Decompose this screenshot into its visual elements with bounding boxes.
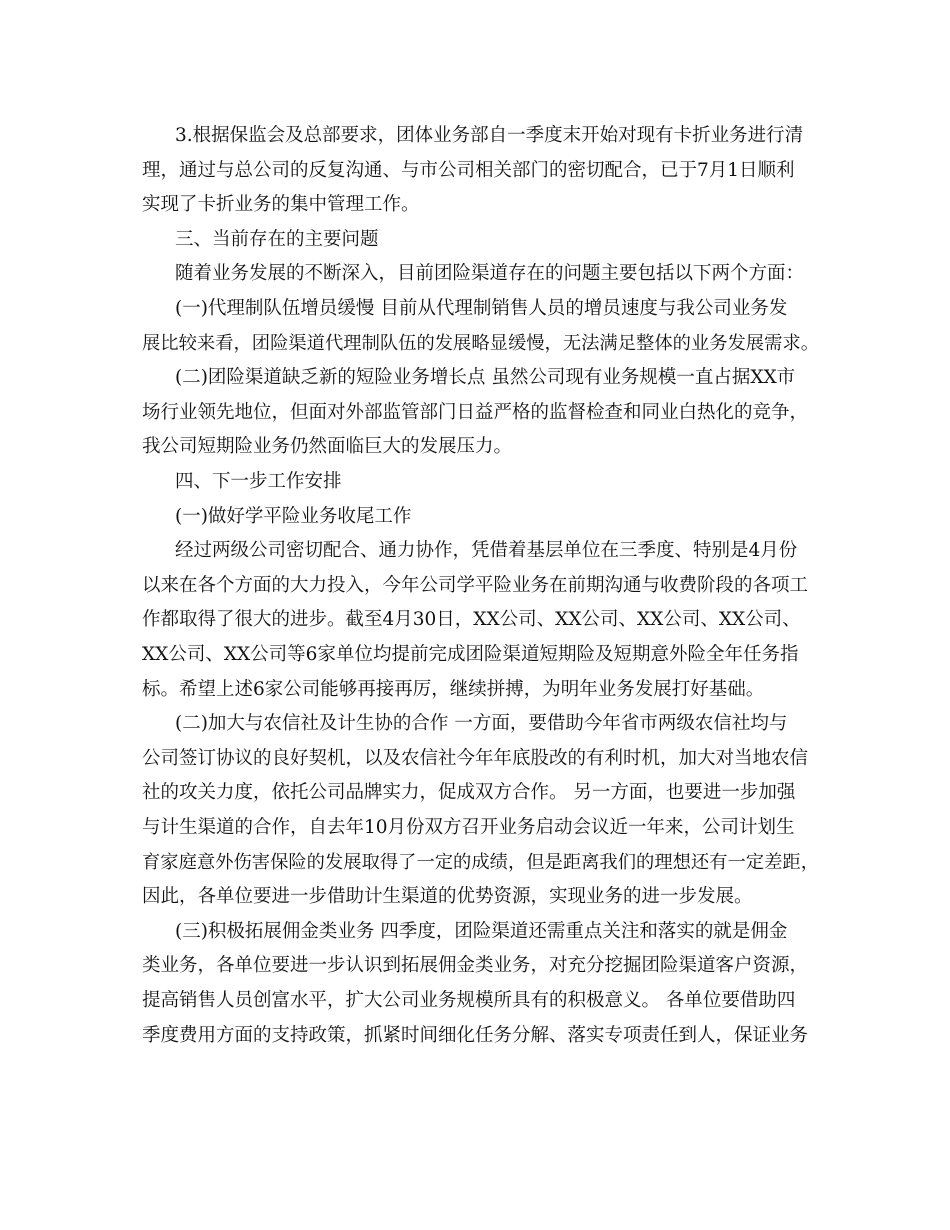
document-line: 四、下一步工作安排 <box>175 471 342 492</box>
document-line: 场行业领先地位，但面对外部监管部门日益严格的监督检查和同业白热化的竞争， <box>142 401 809 423</box>
document-line: 育家庭意外伤害保险的发展取得了一定的成绩，但是距离我们的理想还有一定差距， <box>142 851 819 873</box>
document-line: 随着业务发展的不断深入，目前团险渠道存在的问题主要包括以下两个方面： <box>175 263 805 285</box>
document-line: 作都取得了很大的进步。截至4月30日，XX公司、XX公司、XX公司、XX公司、 <box>142 609 801 631</box>
document-line: (一)代理制队伍增员缓慢 目前从代理制销售人员的增员速度与我公司业务发 <box>175 298 788 319</box>
document-line: (三)积极拓展佣金类业务 四季度，团险渠道还需重点关注和落实的就是佣金 <box>175 920 788 942</box>
document-line: 与计生渠道的合作，自去年10月份双方召开业务启动会议近一年来，公司计划生 <box>142 817 795 838</box>
document-line: 公司签订协议的良好契机，以及农信社今年年底股改的有利时机，加大对当地农信 <box>142 747 809 769</box>
document-line: 实现了卡折业务的集中管理工作。 <box>142 194 420 216</box>
document-line: 以来在各个方面的大力投入，今年公司学平险业务在前期沟通与收费阶段的各项工 <box>142 574 809 596</box>
document-line: 类业务，各单位要进一步认识到拓展佣金类业务，对充分挖掘团险渠道客户资源， <box>142 955 809 977</box>
document-line: (二)团险渠道缺乏新的短险业务增长点 虽然公司现有业务规模一直占据XX市 <box>175 367 796 389</box>
document-line: 标。希望上述6家公司能够再接再厉，继续拼搏，为明年业务发展打好基础。 <box>142 678 765 700</box>
document-line: 我公司短期险业务仍然面临巨大的发展压力。 <box>142 436 513 458</box>
document-line: (二)加大与农信社及计生协的合作 一方面，要借助今年省市两级农信社均与 <box>175 713 788 735</box>
document-line: XX公司、XX公司等6家单位均提前完成团险渠道短期险及短期意外险全年任务指 <box>142 644 799 665</box>
document-line: 3.根据保监会及总部要求，团体业务部自一季度末开始对现有卡折业务进行清 <box>175 125 804 146</box>
document-line: (一)做好学平险业务收尾工作 <box>175 505 412 527</box>
document-line: 三、当前存在的主要问题 <box>175 228 379 250</box>
document-line: 展比较来看，团险渠道代理制队伍的发展略显缓慢，无法满足整体的业务发展需求。 <box>142 332 819 354</box>
document-line: 经过两级公司密切配合、通力协作，凭借着基层单位在三季度、特别是4月份 <box>175 540 798 562</box>
document-line: 理，通过与总公司的反复沟通、与市公司相关部门的密切配合，已于7月1日顺利 <box>142 159 795 181</box>
document-line: 因此，各单位要进一步借助计生渠道的优势资源，实现业务的进一步发展。 <box>142 886 753 908</box>
document-line: 提高销售人员创富水平，扩大公司业务规模所具有的积极意义。 各单位要借助四 <box>142 990 796 1011</box>
document-line: 季度费用方面的支持政策，抓紧时间细化任务分解、落实专项责任到人，保证业务 <box>142 1024 809 1046</box>
document-line: 社的攻关力度，依托公司品牌实力，促成双方合作。 另一方面，也要进一步加强 <box>142 782 796 804</box>
